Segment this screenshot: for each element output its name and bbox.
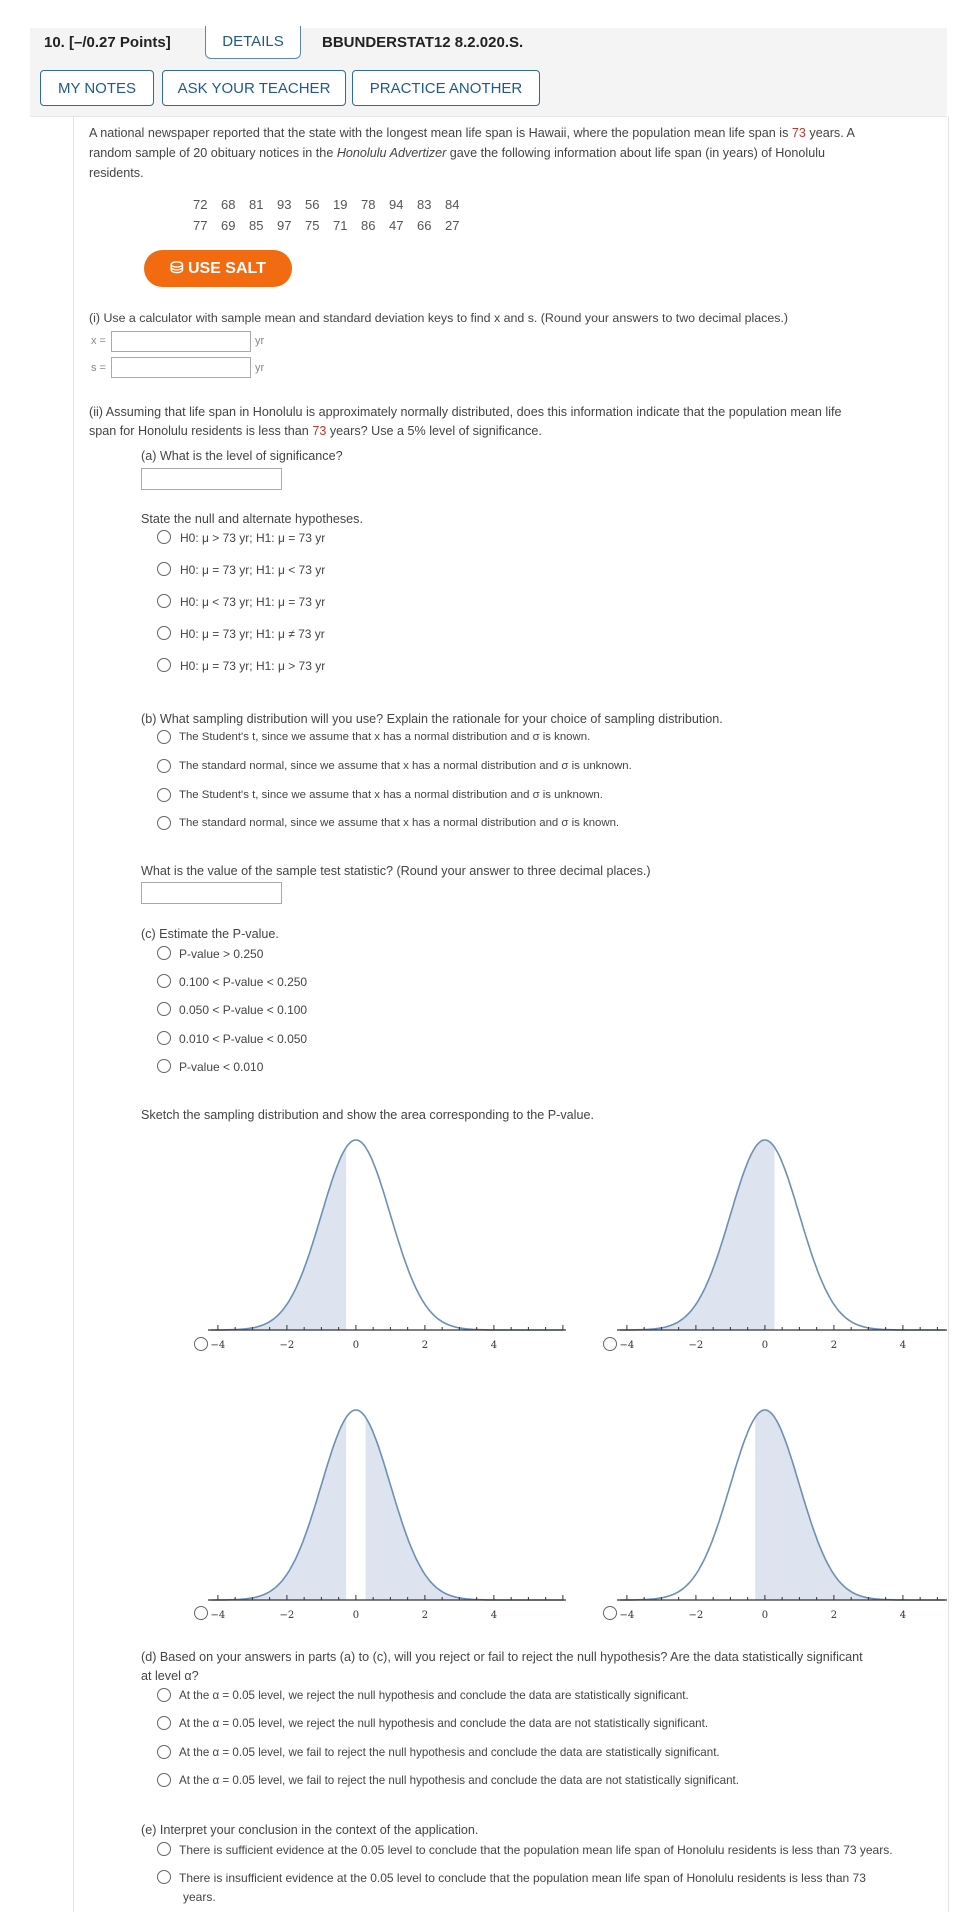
hypothesis-option-5: H0: μ = 73 yr; H1: μ > 73 yr [180,659,326,673]
interpretation-option-2-continued: years. [183,1890,216,1904]
data-value: 85 [249,218,264,233]
sketch-prompt: Sketch the sampling distribution and show the area corresponding to the P-value. [141,1108,594,1122]
source-name: Honolulu Advertizer [336,146,447,160]
data-value: 81 [249,197,264,212]
intro-text: gave the following information about life span (in years) of Honolulu [446,146,825,160]
shaded-region [366,1417,501,1600]
tick-label: −4 [210,1610,226,1621]
tick-label: 2 [830,1340,838,1351]
data-value: 47 [389,218,404,233]
tick-label: −4 [619,1340,635,1351]
distribution-option-1-radio[interactable] [157,730,171,744]
tick-label: 4 [490,1340,498,1351]
shaded-region [211,1417,346,1600]
part-a-prompt: (a) What is the level of significance? [141,449,343,463]
data-value: 56 [305,197,320,212]
data-value: 66 [417,218,432,233]
distribution-option-2: The standard normal, since we assume that x has a normal distribution and σ is unknown. [179,760,632,772]
data-value: 27 [445,218,460,233]
data-value: 68 [221,197,236,212]
tick-label: −2 [279,1610,295,1621]
use-salt-label: USE SALT [187,260,266,277]
interpretation-option-1: There is sufficient evidence at the 0.05 level to conclude that the population mean life span of Honolulu residents is less than 73 years. [179,1843,893,1857]
tick-label: 2 [830,1610,838,1621]
hypothesis-option-3: H0: μ < 73 yr; H1: μ = 73 yr [180,595,326,609]
conclusion-option-4: At the α = 0.05 level, we fail to reject the null hypothesis and conclude the data are not statistically significant. [179,1774,739,1787]
tick-label: −2 [688,1340,704,1351]
tick-label: 4 [490,1610,498,1621]
points-label: [–/0.27 Points] [69,34,171,51]
part-e-prompt: (e) Interpret your conclusion in the context of the application. [141,1823,479,1837]
hypothesis-option-2: H0: μ = 73 yr; H1: μ < 73 yr [180,563,326,577]
salt-icon: ⛁ [170,260,184,277]
data-row-1 [193,197,473,212]
part-i-prompt: (i) Use a calculator with sample mean and standard deviation keys to find x and s. (Round your answers to two decimal places.) [89,311,789,325]
pvalue-option-4: 0.010 < P-value < 0.050 [179,1032,308,1046]
pvalue-option-5-radio[interactable] [157,1059,171,1073]
part-ii-text: years? Use a 5% level of significance. [326,424,542,438]
intro-line-2 [89,144,825,163]
tick-label: 0 [352,1610,360,1621]
distribution-option-2-radio[interactable] [157,759,171,773]
sketch-option-2-left-area [617,1130,947,1360]
distribution-option-3-radio[interactable] [157,788,171,802]
conclusion-option-4-radio[interactable] [157,1773,171,1787]
my-notes-button[interactable]: MY NOTES [40,70,154,106]
hypothesized-mean-value: 73 [312,424,327,438]
pvalue-option-1-radio[interactable] [157,946,171,960]
data-value: 93 [277,197,292,212]
data-value: 72 [193,197,208,212]
use-salt-button[interactable] [144,250,292,287]
sketch-option-3-two-tails [208,1400,566,1630]
practice-another-button[interactable]: PRACTICE ANOTHER [352,70,540,106]
conclusion-option-2-radio[interactable] [157,1716,171,1730]
conclusion-option-1-radio[interactable] [157,1688,171,1702]
part-d-line-1: (d) Based on your answers in parts (a) to (c), will you reject or fail to reject the null hypothesis? Are the data statistically significant [141,1650,863,1664]
intro-text: A national newspaper reported that the state with the longest mean life span is Hawaii, where the population mean life span is [89,126,792,140]
hypothesis-option-4: H0: μ = 73 yr; H1: μ ≠ 73 yr [180,627,325,641]
part-ii-line-1: (ii) Assuming that life span in Honolulu is approximately normally distributed, does this information indicate that the population mean life [89,405,842,419]
hypotheses-prompt: State the null and alternate hypotheses. [141,512,363,526]
sketch-option-2-radio[interactable] [603,1337,617,1351]
data-value: 97 [277,218,292,233]
conclusion-option-3: At the α = 0.05 level, we fail to reject the null hypothesis and conclude the data are statistically significant. [179,1746,720,1759]
data-value: 94 [389,197,404,212]
pvalue-option-4-radio[interactable] [157,1031,171,1045]
hypothesis-option-1-radio[interactable] [157,530,171,544]
data-value: 75 [305,218,320,233]
tick-label: 0 [761,1610,769,1621]
interpretation-option-1-radio[interactable] [157,1842,171,1856]
question-header [30,28,947,117]
part-ii-text: span for Honolulu residents is less than [89,424,313,438]
tick-label: 2 [421,1340,429,1351]
part-d-line-2: at level α? [141,1669,199,1683]
tick-label: 0 [761,1340,769,1351]
data-value: 83 [417,197,432,212]
interpretation-option-2-radio[interactable] [157,1870,171,1884]
significance-input[interactable] [141,468,282,490]
test-statistic-prompt: What is the value of the sample test statistic? (Round your answer to three decimal places.) [141,864,651,878]
pvalue-option-1: P-value > 0.250 [179,947,264,961]
conclusion-option-1: At the α = 0.05 level, we reject the null hypothesis and conclude the data are statistically significant. [179,1689,689,1702]
normal-curve [620,1140,945,1330]
tick-label: −2 [688,1610,704,1621]
sketch-option-4-right-tail [617,1400,947,1630]
conclusion-option-3-radio[interactable] [157,1745,171,1759]
distribution-option-4-radio[interactable] [157,816,171,830]
sketch-option-1-left-tail [208,1130,566,1360]
distribution-option-1: The Student's t, since we assume that x has a normal distribution and σ is known. [179,731,591,743]
pvalue-option-5: P-value < 0.010 [179,1060,264,1074]
data-value: 69 [221,218,236,233]
data-value: 19 [333,197,348,212]
hypothesis-option-1: H0: μ > 73 yr; H1: μ = 73 yr [180,531,326,545]
part-c-prompt: (c) Estimate the P-value. [141,927,279,941]
tick-label: 2 [421,1610,429,1621]
data-value: 86 [361,218,376,233]
pvalue-option-2-radio[interactable] [157,974,171,988]
shaded-region [211,1147,346,1330]
ask-teacher-button[interactable]: ASK YOUR TEACHER [162,70,346,106]
details-tab[interactable]: DETAILS [205,26,301,59]
tick-label: −2 [279,1340,295,1351]
part-ii-line-2 [89,422,542,441]
data-value: 77 [193,218,208,233]
test-statistic-input[interactable] [141,882,282,904]
problem-code: BBUNDERSTAT12 8.2.020.S. [322,34,524,51]
hypothesis-option-5-radio[interactable] [157,658,171,672]
xbar-label: x = [91,335,106,347]
intro-text: years. A [805,126,855,140]
intro-line-1 [89,124,855,143]
tick-label: −4 [619,1610,635,1621]
distribution-option-3: The Student's t, since we assume that x has a normal distribution and σ is unknown. [179,789,603,801]
pvalue-option-2: 0.100 < P-value < 0.250 [179,975,308,989]
tick-label: −4 [210,1340,226,1351]
conclusion-option-2: At the α = 0.05 level, we reject the null hypothesis and conclude the data are not statistically significant. [179,1717,709,1730]
interpretation-option-2: There is insufficient evidence at the 0.05 level to conclude that the population mean life span of Honolulu residents is less than 73 [179,1871,866,1885]
sketch-option-1-radio[interactable] [194,1337,208,1351]
pvalue-option-3: 0.050 < P-value < 0.100 [179,1003,308,1017]
question-number-points [44,34,171,51]
normal-curve [211,1140,564,1330]
tick-label: 4 [899,1610,907,1621]
s-label: s = [91,362,106,374]
intro-text: random sample of 20 obituary notices in the [89,146,337,160]
s-input[interactable] [111,357,251,378]
data-value: 84 [445,197,460,212]
tick-label: 4 [899,1340,907,1351]
xbar-unit: yr [255,335,265,347]
hypothesis-option-4-radio[interactable] [157,626,171,640]
data-value: 78 [361,197,376,212]
sketch-option-3-radio[interactable] [194,1606,208,1620]
tick-label: 0 [352,1340,360,1351]
pvalue-option-3-radio[interactable] [157,1002,171,1016]
question-number: 10. [44,34,65,51]
hypothesis-option-3-radio[interactable] [157,594,171,608]
sketch-option-4-radio[interactable] [603,1606,617,1620]
s-unit: yr [255,362,265,374]
data-value: 71 [333,218,348,233]
xbar-input[interactable] [111,331,251,352]
intro-line-3: residents. [89,166,144,180]
distribution-option-4: The standard normal, since we assume that x has a normal distribution and σ is known. [179,817,620,829]
data-row-2 [193,218,473,233]
population-mean-value: 73 [791,126,806,140]
hypothesis-option-2-radio[interactable] [157,562,171,576]
part-b-prompt: (b) What sampling distribution will you use? Explain the rationale for your choice of sampling distribution. [141,712,723,726]
